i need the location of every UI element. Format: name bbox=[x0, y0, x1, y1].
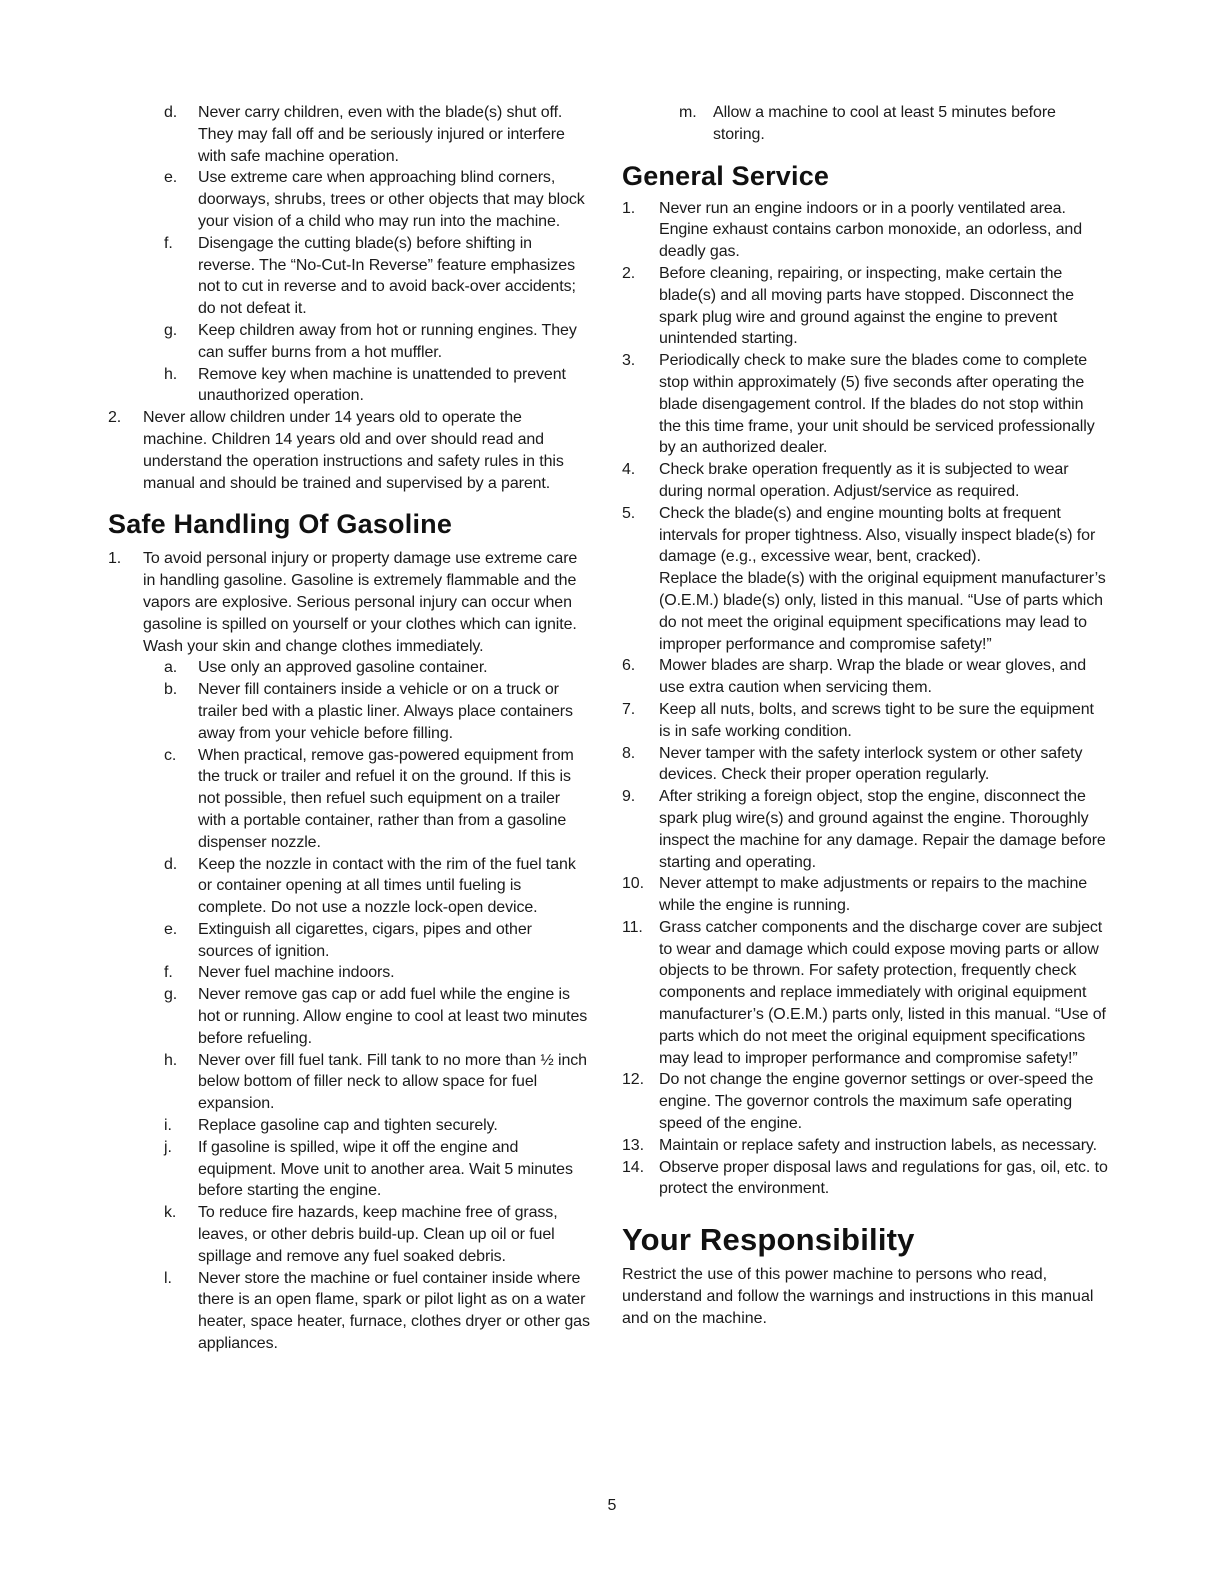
list-item bbox=[108, 657, 590, 679]
item-marker: g. bbox=[164, 321, 178, 339]
item-marker: g. bbox=[164, 986, 178, 1004]
item-marker: 2. bbox=[108, 409, 122, 427]
list-item bbox=[108, 854, 590, 919]
item-text: To reduce fire hazards, keep machine free of grass, leaves, or other debris build-up. Clean up oil or fuel spillage and remove any fuel soaked debris. bbox=[198, 1204, 558, 1265]
item-text: Never tamper with the safety interlock system or other safety devices. Check their proper operation regularly. bbox=[659, 744, 1083, 784]
list-item bbox=[108, 548, 590, 657]
list-item bbox=[108, 233, 590, 320]
item-marker: 8. bbox=[622, 744, 636, 762]
item-marker: c. bbox=[164, 746, 177, 764]
item-text: Never remove gas cap or add fuel while the engine is hot or running. Allow engine to cool at least two minutes before refueling. bbox=[198, 986, 588, 1047]
item-marker: 5. bbox=[622, 504, 636, 522]
list-item bbox=[622, 1135, 1108, 1157]
item-text: If gasoline is spilled, wipe it off the engine and equipment. Move unit to another area. Wait 5 minutes before starting the engine. bbox=[198, 1138, 573, 1200]
item-marker: m. bbox=[679, 104, 697, 121]
section-heading-general-service: General Service bbox=[622, 160, 830, 191]
item-marker: 12. bbox=[622, 1071, 644, 1089]
item-marker: e. bbox=[164, 920, 178, 938]
list-item bbox=[108, 364, 590, 408]
left-column bbox=[108, 102, 590, 1355]
item-text: Check brake operation frequently as it is subjected to wear during normal operation. Adjust/service as required. bbox=[659, 461, 1069, 500]
list-item bbox=[108, 1050, 590, 1115]
item-marker: 11. bbox=[622, 918, 643, 936]
item-marker: a. bbox=[164, 659, 178, 677]
item-text: Do not change the engine governor settings or over-speed the engine. The governor controls the maximum safe operating speed of the engine. bbox=[659, 1071, 1094, 1133]
item-marker: f. bbox=[164, 234, 173, 252]
item-text: Check the blade(s) and engine mounting bolts at frequent intervals for proper tightness. Also, visually inspect blade(s) for damage (e.g., excessive wear, bent, cracked). bbox=[659, 504, 1096, 566]
item-text: Keep the nozzle in contact with the rim of the fuel tank or container opening at all times until fueling is complete. Do not use a nozzle lock-open device. bbox=[198, 855, 576, 917]
list-item bbox=[108, 1115, 590, 1137]
item-marker: 9. bbox=[622, 788, 636, 806]
list-item bbox=[622, 350, 1108, 459]
list-item bbox=[108, 919, 590, 963]
list-item bbox=[108, 102, 590, 167]
item-text: Use extreme care when approaching blind corners, doorways, shrubs, trees or other objects that may block your vision of a child who may run into the machine. bbox=[198, 169, 585, 230]
list-item bbox=[108, 962, 590, 984]
item-text: Remove key when machine is unattended to prevent unauthorized operation. bbox=[198, 365, 566, 405]
list-item bbox=[622, 743, 1108, 787]
item-text: Never run an engine indoors or in a poorly ventilated area. Engine exhaust contains carbon monoxide, an odorless, and deadly gas. bbox=[659, 199, 1083, 261]
item-text: Maintain or replace safety and instruction labels, as necessary. bbox=[659, 1136, 1097, 1154]
list-item bbox=[108, 1137, 590, 1202]
item-text: Keep all nuts, bolts, and screws tight to be sure the equipment is in safe working condition. bbox=[659, 700, 1094, 740]
list-item bbox=[108, 1202, 590, 1267]
item-text: Never store the machine or fuel container inside where there is an open flame, spark or pilot light as on a water heater, space heater, furnace, clothes dryer or other gas appliances. bbox=[198, 1269, 590, 1353]
item-text: Never attempt to make adjustments or repairs to the machine while the engine is running. bbox=[659, 875, 1088, 915]
list-item bbox=[622, 1157, 1108, 1201]
item-marker: h. bbox=[164, 1051, 178, 1069]
item-text: Disengage the cutting blade(s) before shifting in reverse. The “No-Cut-In Reverse” feature emphasizes not to cut in reverse and to avoid back-over accidents; do not defeat it. bbox=[198, 234, 576, 318]
item-marker: k. bbox=[164, 1204, 177, 1222]
item-text: Never fill containers inside a vehicle or on a truck or trailer bed with a plastic liner. Always place containers away from your vehicle before filling. bbox=[198, 681, 573, 742]
list-item bbox=[108, 984, 590, 1049]
item-marker: j. bbox=[164, 1138, 172, 1156]
item-text: Allow a machine to cool at least 5 minutes before storing. bbox=[713, 104, 1056, 143]
section-heading-gasoline: Safe Handling Of Gasoline bbox=[108, 509, 453, 540]
item-marker: 1. bbox=[622, 199, 636, 217]
item-text: Replace gasoline cap and tighten securely. bbox=[198, 1117, 498, 1135]
item-text: Before cleaning, repairing, or inspecting, make certain the blade(s) and all moving parts have stopped. Disconnect the spark plug wire and ground against the engine to prevent unintended starting. bbox=[659, 264, 1074, 348]
item-text: Use only an approved gasoline container. bbox=[198, 659, 488, 677]
list-item bbox=[622, 786, 1108, 873]
item-marker: d. bbox=[164, 104, 178, 121]
list-item bbox=[108, 167, 590, 232]
item-marker: h. bbox=[164, 365, 178, 383]
list-item bbox=[622, 917, 1108, 1070]
item-text: Never allow children under 14 years old to operate the machine. Children 14 years old and over should read and understand the operation instructions and safety rules in this manual and should be trained and supervised by a parent. bbox=[143, 409, 564, 492]
right-column bbox=[622, 102, 1108, 1330]
item-text: Never carry children, even with the blade(s) shut off. They may fall off and be seriously injured or interfere with safe machine operation. bbox=[198, 104, 565, 165]
list-item bbox=[622, 699, 1108, 743]
item-marker: f. bbox=[164, 964, 173, 982]
list-item bbox=[108, 745, 590, 854]
item-marker: 4. bbox=[622, 461, 636, 479]
list-item bbox=[622, 198, 1108, 263]
list-item bbox=[622, 1069, 1108, 1134]
list-item bbox=[108, 679, 590, 744]
item-marker: 10. bbox=[622, 875, 644, 893]
item-marker: 6. bbox=[622, 657, 636, 675]
item-text: Grass catcher components and the discharge cover are subject to wear and damage which could expose moving parts or allow objects to be thrown. For safety protection, frequently check components and replace immediately with original equipment manufacturer’s (O.E.M.) parts only, listed in this manual. “Use of parts which do not meet the original equipment specifications may lead to improper performance and compromise safety!” bbox=[659, 918, 1106, 1067]
list-item bbox=[622, 459, 1108, 503]
item-marker: d. bbox=[164, 855, 178, 873]
item-text: To avoid personal injury or property damage use extreme care in handling gasoline. Gasoline is extremely flammable and the vapors are explosive. Serious personal injury can occur when gasoline is spilled on yourself or your clothes which can ignite. Wash your skin and change clothes immediately. bbox=[143, 550, 578, 655]
item-text: When practical, remove gas-powered equipment from the truck or trailer and refuel it on the ground. If this is not possible, then refuel such equipment on a trailer with a portable container, rather than from a gasoline dispenser nozzle. bbox=[198, 746, 574, 851]
list-item bbox=[622, 655, 1108, 699]
list-item bbox=[108, 407, 590, 494]
list-item-continuation bbox=[622, 568, 1108, 655]
page-number: 5 bbox=[607, 1497, 617, 1514]
item-text: Replace the blade(s) with the original equipment manufacturer’s (O.E.M.) blade(s) only, listed in this manual. “Use of parts which do not meet the original equipment specifications may lead to improper performance and compromise safety!” bbox=[659, 570, 1106, 653]
item-marker: 1. bbox=[108, 550, 122, 568]
item-marker: 13. bbox=[622, 1136, 644, 1154]
item-text: Mower blades are sharp. Wrap the blade or wear gloves, and use extra caution when servicing them. bbox=[659, 657, 1087, 697]
list-item bbox=[622, 503, 1108, 568]
item-marker: l. bbox=[164, 1269, 172, 1287]
list-item bbox=[108, 1268, 590, 1355]
item-text: After striking a foreign object, stop the engine, disconnect the spark plug wire(s) and ground against the engine. Thoroughly inspect the machine for any damage. Repair the damage before starting and operating. bbox=[659, 788, 1106, 871]
section-heading-responsibility: Your Responsibility bbox=[622, 1222, 915, 1258]
item-text: Extinguish all cigarettes, cigars, pipes and other sources of ignition. bbox=[198, 920, 532, 960]
list-item bbox=[622, 102, 1108, 146]
list-item bbox=[622, 263, 1108, 350]
item-marker: 2. bbox=[622, 264, 636, 282]
item-text: Observe proper disposal laws and regulations for gas, oil, etc. to protect the environment. bbox=[659, 1158, 1108, 1198]
list-item bbox=[622, 873, 1108, 917]
item-marker: 7. bbox=[622, 700, 636, 718]
item-marker: e. bbox=[164, 169, 178, 187]
responsibility-text: Restrict the use of this power machine to persons who read, understand and follow the warnings and instructions in this manual and on the machine. bbox=[622, 1266, 1094, 1327]
list-item bbox=[108, 320, 590, 364]
item-marker: i. bbox=[164, 1117, 172, 1135]
item-marker: 14. bbox=[622, 1158, 644, 1176]
item-text: Never fuel machine indoors. bbox=[198, 964, 395, 982]
item-marker: b. bbox=[164, 681, 178, 699]
item-marker: 3. bbox=[622, 352, 636, 370]
item-text: Keep children away from hot or running engines. They can suffer burns from a hot muffler. bbox=[198, 321, 577, 361]
item-text: Never over fill fuel tank. Fill tank to no more than ½ inch below bottom of filler neck to allow space for fuel expansion. bbox=[198, 1051, 587, 1113]
item-text: Periodically check to make sure the blades come to complete stop within approximately (5) five seconds after operating the blade disengagement control. If the blades do not stop within the this time frame, your unit should be serviced professionally by an authorized dealer. bbox=[659, 352, 1095, 457]
